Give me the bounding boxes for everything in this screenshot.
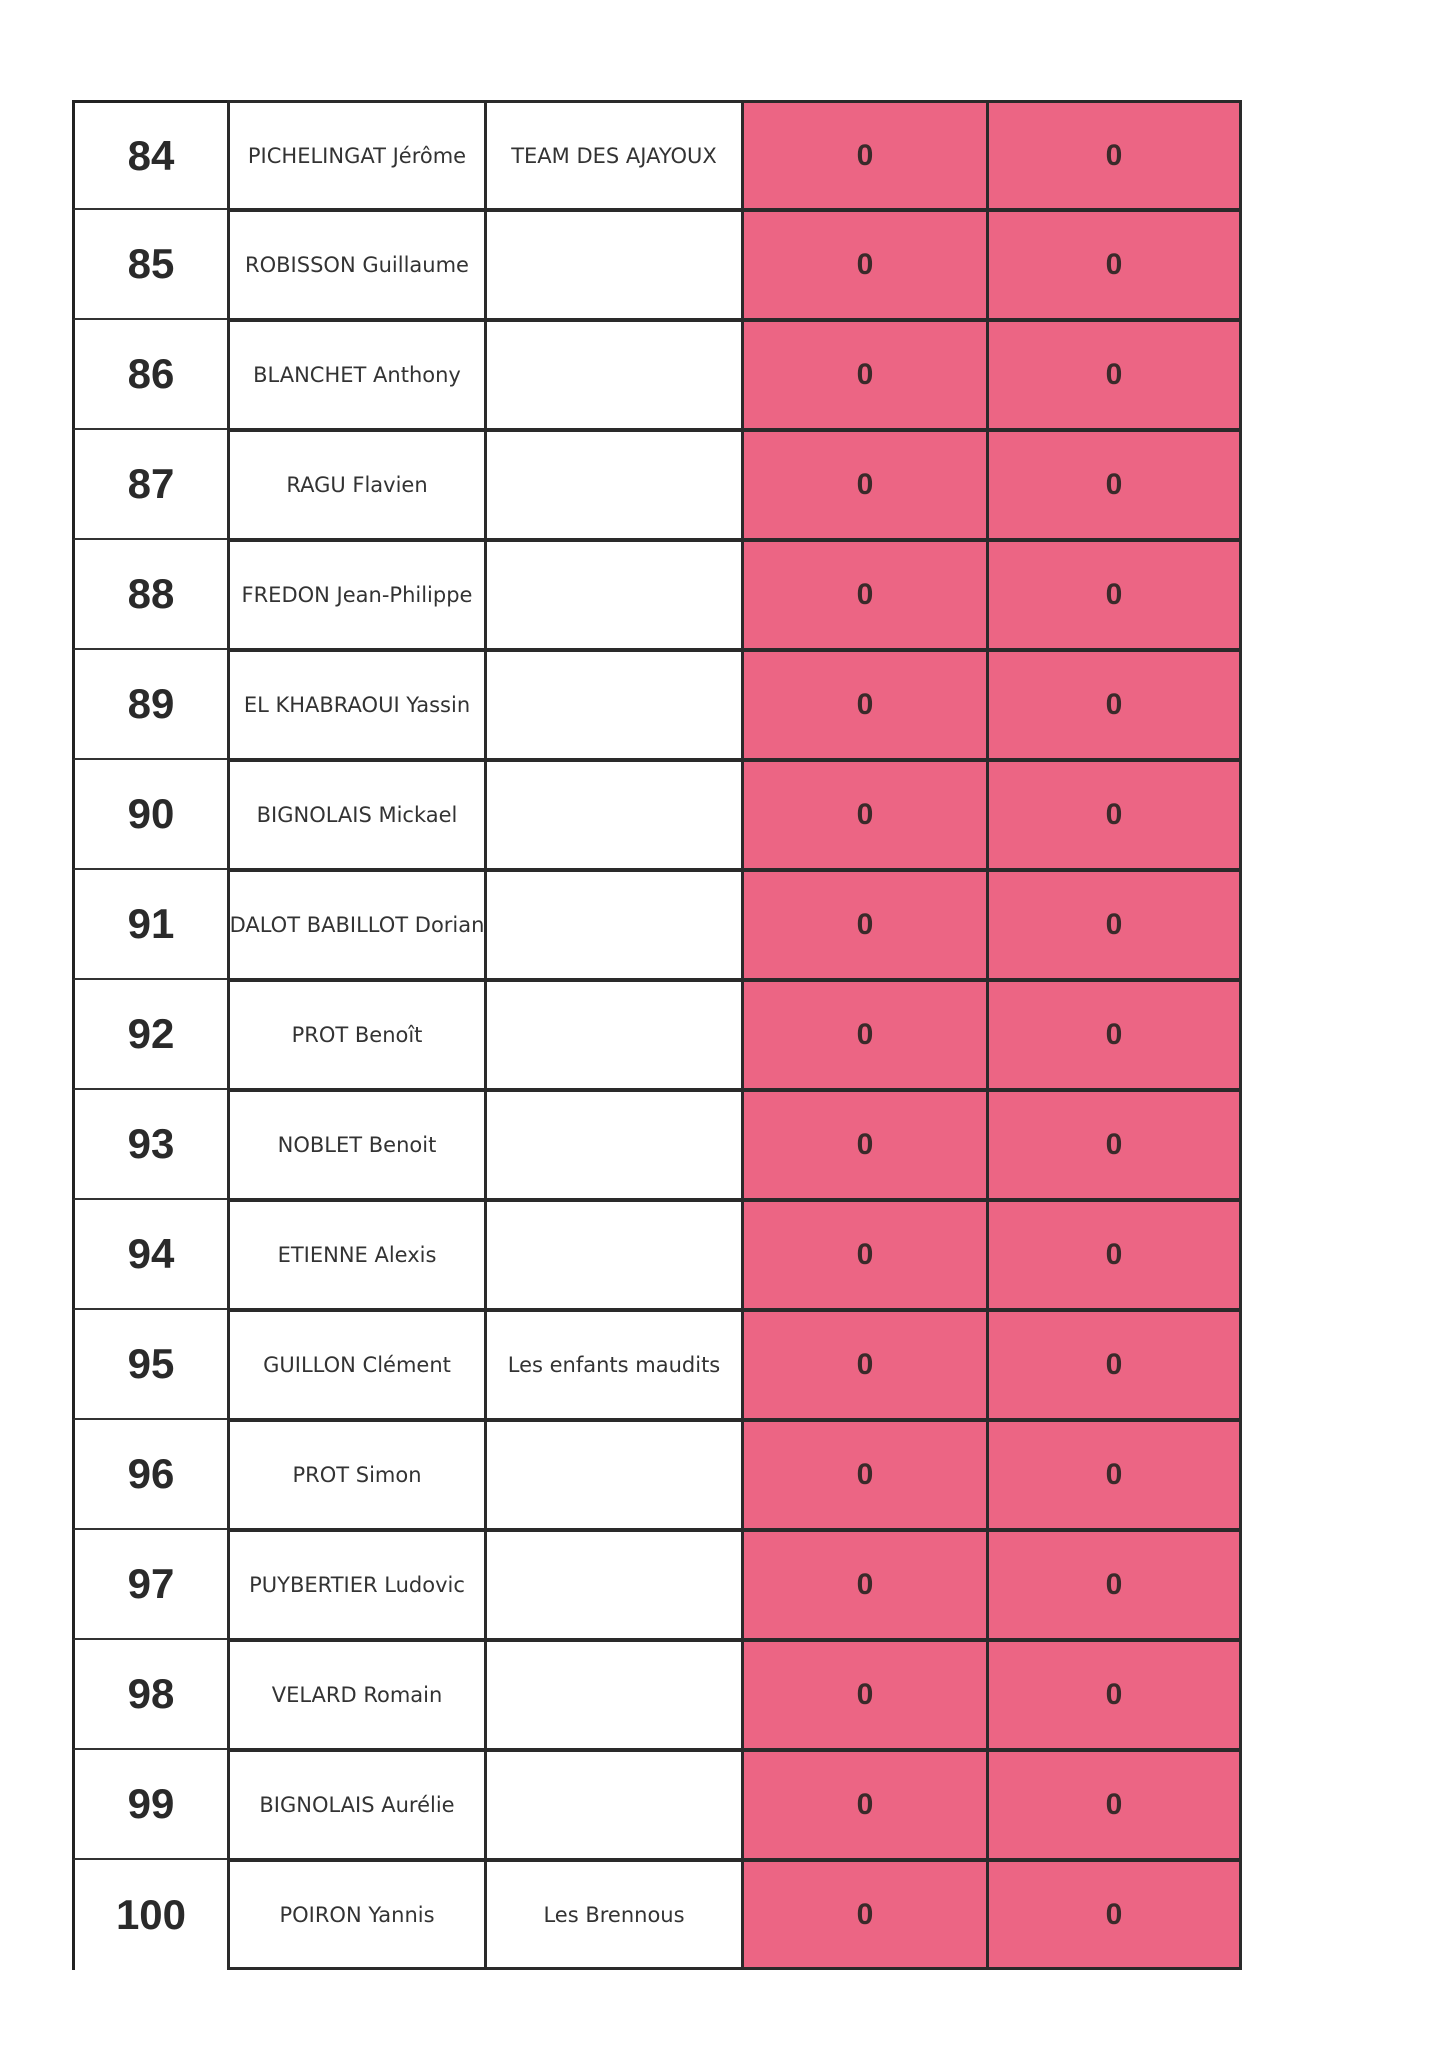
- score-cell-1: 0: [741, 650, 989, 760]
- score-cell-1: 0: [741, 430, 989, 540]
- score-cell-1: 0: [741, 1860, 989, 1970]
- score-cell-2: 0: [986, 430, 1242, 540]
- score-cell-2: 0: [986, 980, 1242, 1090]
- team-name: Les Brennous: [484, 1860, 744, 1970]
- table-row: [72, 100, 1242, 210]
- team-name: [484, 1420, 744, 1530]
- score-cell-1: 0: [741, 1200, 989, 1310]
- participant-name: PROT Benoît: [227, 980, 487, 1090]
- table-row: [72, 210, 1242, 320]
- team-name: [484, 1530, 744, 1640]
- score-cell-2: 0: [986, 1200, 1242, 1310]
- team-name: Les enfants maudits: [484, 1310, 744, 1420]
- participant-name: BIGNOLAIS Aurélie: [227, 1750, 487, 1860]
- score-cell-1: 0: [741, 980, 989, 1090]
- team-name: [484, 980, 744, 1090]
- score-cell-1: 0: [741, 1420, 989, 1530]
- table-row: [72, 1420, 1242, 1530]
- bib-number: 84: [72, 100, 227, 210]
- participant-name: EL KHABRAOUI Yassin: [227, 650, 487, 760]
- score-cell-2: 0: [986, 1530, 1242, 1640]
- bib-number: 99: [72, 1750, 227, 1860]
- team-name: [484, 1200, 744, 1310]
- score-cell-2: 0: [986, 1090, 1242, 1200]
- score-cell-1: 0: [741, 760, 989, 870]
- bib-number: 89: [72, 650, 227, 760]
- table-row: [72, 320, 1242, 430]
- bib-number: 98: [72, 1640, 227, 1750]
- team-name: [484, 760, 744, 870]
- bib-number: 100: [72, 1860, 227, 1970]
- participant-name: PUYBERTIER Ludovic: [227, 1530, 487, 1640]
- score-cell-2: 0: [986, 210, 1242, 320]
- table-row: [72, 760, 1242, 870]
- score-cell-2: 0: [986, 320, 1242, 430]
- bib-number: 97: [72, 1530, 227, 1640]
- participant-name: BLANCHET Anthony: [227, 320, 487, 430]
- participant-name: VELARD Romain: [227, 1640, 487, 1750]
- score-cell-1: 0: [741, 1750, 989, 1860]
- score-cell-2: 0: [986, 760, 1242, 870]
- score-cell-2: 0: [986, 1860, 1242, 1970]
- score-cell-2: 0: [986, 1750, 1242, 1860]
- participant-name: ETIENNE Alexis: [227, 1200, 487, 1310]
- participant-name: RAGU Flavien: [227, 430, 487, 540]
- score-cell-1: 0: [741, 870, 989, 980]
- participant-name: PICHELINGAT Jérôme: [227, 100, 487, 210]
- score-cell-2: 0: [986, 870, 1242, 980]
- bib-number: 94: [72, 1200, 227, 1310]
- bib-number: 86: [72, 320, 227, 430]
- participant-name: NOBLET Benoit: [227, 1090, 487, 1200]
- score-cell-1: 0: [741, 100, 989, 210]
- participant-name: POIRON Yannis: [227, 1860, 487, 1970]
- score-cell-1: 0: [741, 1310, 989, 1420]
- table-row: [72, 1090, 1242, 1200]
- table-row: [72, 430, 1242, 540]
- team-name: [484, 540, 744, 650]
- table-row: [72, 870, 1242, 980]
- team-name: TEAM DES AJAYOUX: [484, 100, 744, 210]
- participant-name: PROT Simon: [227, 1420, 487, 1530]
- team-name: [484, 430, 744, 540]
- team-name: [484, 870, 744, 980]
- score-cell-1: 0: [741, 540, 989, 650]
- team-name: [484, 1090, 744, 1200]
- table-row: [72, 650, 1242, 760]
- participant-name: DALOT BABILLOT Dorian: [227, 870, 487, 980]
- bib-number: 87: [72, 430, 227, 540]
- table-row: [72, 1860, 1242, 1970]
- score-cell-1: 0: [741, 320, 989, 430]
- bib-number: 93: [72, 1090, 227, 1200]
- participant-name: GUILLON Clément: [227, 1310, 487, 1420]
- bib-number: 95: [72, 1310, 227, 1420]
- score-cell-2: 0: [986, 100, 1242, 210]
- participant-name: FREDON Jean-Philippe: [227, 540, 487, 650]
- bib-number: 90: [72, 760, 227, 870]
- table-row: [72, 1640, 1242, 1750]
- bib-number: 96: [72, 1420, 227, 1530]
- score-cell-2: 0: [986, 1420, 1242, 1530]
- team-name: [484, 320, 744, 430]
- table-row: [72, 1530, 1242, 1640]
- bib-number: 88: [72, 540, 227, 650]
- bib-number: 91: [72, 870, 227, 980]
- score-cell-1: 0: [741, 1530, 989, 1640]
- bib-number: 92: [72, 980, 227, 1090]
- table-row: [72, 540, 1242, 650]
- results-table: [72, 100, 1242, 1968]
- score-cell-1: 0: [741, 1640, 989, 1750]
- score-cell-1: 0: [741, 210, 989, 320]
- score-cell-2: 0: [986, 540, 1242, 650]
- team-name: [484, 1640, 744, 1750]
- participant-name: BIGNOLAIS Mickael: [227, 760, 487, 870]
- team-name: [484, 650, 744, 760]
- score-cell-2: 0: [986, 1640, 1242, 1750]
- participant-name: ROBISSON Guillaume: [227, 210, 487, 320]
- team-name: [484, 210, 744, 320]
- table-row: [72, 1310, 1242, 1420]
- team-name: [484, 1750, 744, 1860]
- score-cell-2: 0: [986, 1310, 1242, 1420]
- table-row: [72, 1750, 1242, 1860]
- score-cell-1: 0: [741, 1090, 989, 1200]
- bib-number: 85: [72, 210, 227, 320]
- table-row: [72, 980, 1242, 1090]
- table-row: [72, 1200, 1242, 1310]
- score-cell-2: 0: [986, 650, 1242, 760]
